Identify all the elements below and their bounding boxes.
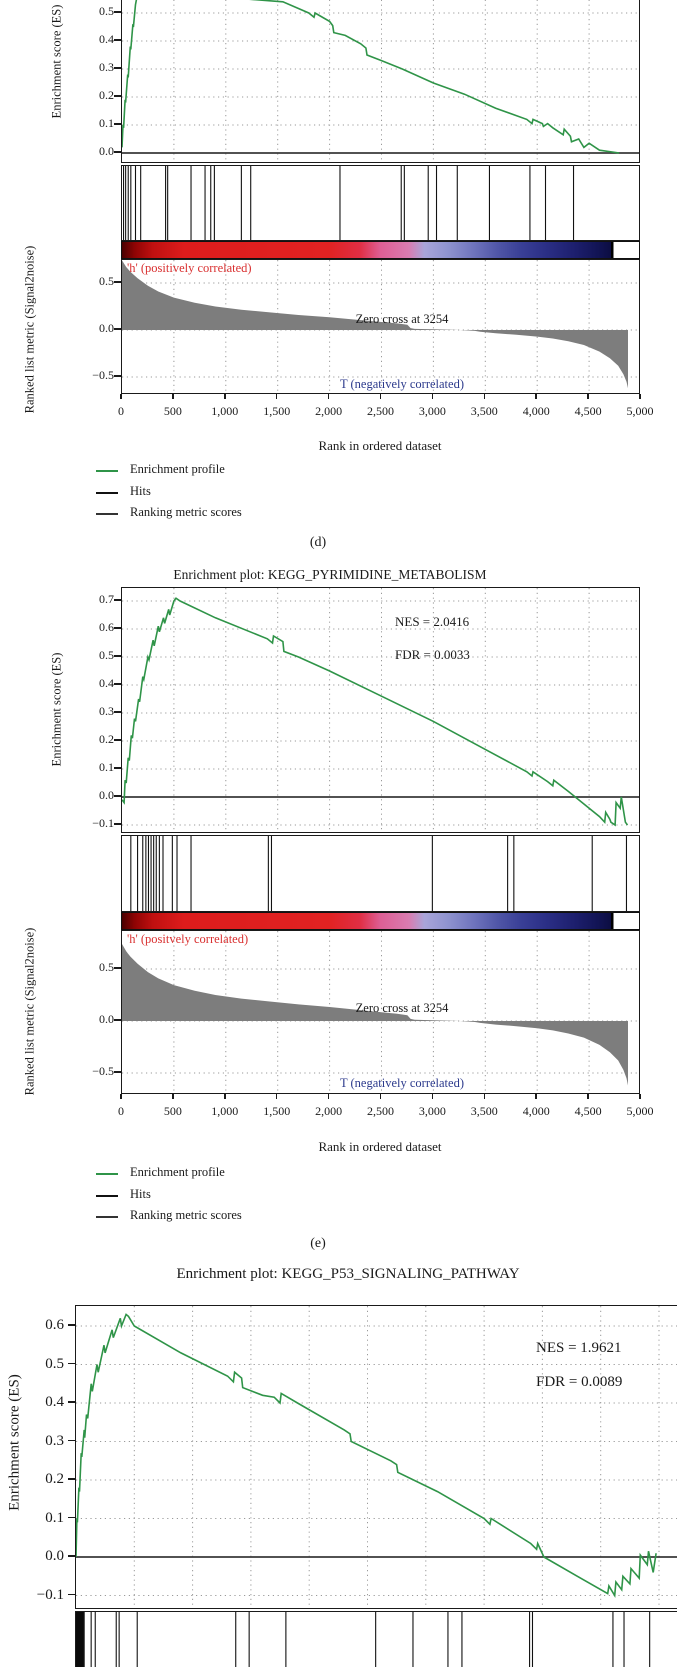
es-tick-label: 0.3	[45, 1432, 64, 1449]
es-tick-label: 0.5	[45, 1355, 64, 1372]
es-tick-label: 0.2	[99, 88, 114, 102]
es-tick-label: 0.7	[99, 592, 114, 606]
axis-tick-mark	[114, 281, 121, 283]
axis-tick-mark	[68, 1478, 75, 1480]
x-tick-label: 500	[163, 404, 182, 418]
hits-panel-p53	[75, 1611, 677, 1667]
rank-colorbar-d	[121, 241, 640, 259]
x-tick-label: 5,000	[626, 1104, 654, 1118]
es-tick-label: 0.0	[99, 788, 114, 802]
axis-tick-mark	[114, 67, 121, 69]
legend-line-hits	[96, 1195, 118, 1197]
zero-cross-label-e: Zero cross at 3254	[355, 1001, 449, 1015]
axis-tick-mark	[172, 1094, 174, 1099]
axis-tick-mark	[535, 394, 537, 399]
axis-tick-mark	[484, 1094, 486, 1099]
axis-tick-mark	[114, 95, 121, 97]
x-tick-label: 4,500	[574, 404, 602, 418]
hits-panel-e	[121, 835, 640, 912]
hits-panel-d	[121, 165, 640, 241]
es-tick-label: 0.3	[99, 60, 114, 74]
negatively-correlated-label-d: T (negatively correlated)	[339, 377, 464, 391]
axis-tick-mark	[68, 1594, 75, 1596]
x-tick-label: 0	[118, 1104, 124, 1118]
nes-value-e: NES = 2.0416	[395, 614, 470, 629]
axis-tick-mark	[114, 767, 121, 769]
axis-tick-mark	[114, 123, 121, 125]
y-axis-label-es-e: Enrichment score (ES)	[49, 652, 64, 767]
rank-tick-label: −0.5	[92, 368, 114, 382]
es-tick-label: 0.6	[45, 1317, 64, 1333]
es-tick-label: 0.4	[99, 32, 114, 46]
axis-tick-mark	[68, 1517, 75, 1519]
panel-letter-d: (d)	[309, 535, 327, 550]
x-axis-label-e: Rank in ordered dataset	[318, 1139, 442, 1154]
axis-tick-mark	[328, 394, 330, 399]
es-tick-label: 0.4	[99, 676, 114, 690]
legend-label-enrichment-profile: Enrichment profile	[130, 462, 225, 476]
axis-tick-mark	[639, 1094, 641, 1099]
x-tick-label: 2,500	[367, 1104, 394, 1118]
es-curve-panel-e	[121, 587, 640, 833]
plot-title-e: Enrichment plot: KEGG_PYRIMIDINE_METABOLISM	[173, 567, 487, 582]
x-tick-label: 1,000	[211, 1104, 239, 1118]
x-tick-label: 3,000	[418, 1104, 446, 1118]
axis-tick-mark	[114, 823, 121, 825]
positively-correlated-label-d: 'h' (positively correlated)	[127, 261, 252, 275]
x-tick-label: 3,500	[470, 1104, 498, 1118]
x-tick-label: 1,500	[263, 404, 291, 418]
x-axis-label-d: Rank in ordered dataset	[318, 438, 442, 453]
axis-tick-mark	[120, 394, 122, 399]
axis-tick-mark	[484, 394, 486, 399]
axis-tick-mark	[380, 394, 382, 399]
axis-tick-mark	[276, 394, 278, 399]
rank-tick-label: 0.5	[99, 960, 114, 974]
x-tick-label: 0	[118, 404, 124, 418]
rank-tick-label: 0.0	[99, 321, 114, 335]
axis-tick-mark	[68, 1555, 75, 1557]
axis-tick-mark	[114, 1019, 121, 1021]
axis-tick-mark	[432, 1094, 434, 1099]
es-curve-panel-d	[121, 0, 640, 163]
x-tick-label: 4,000	[522, 404, 550, 418]
legend-label-ranking-metric: Ranking metric scores	[130, 505, 242, 519]
fdr-value-p53: FDR = 0.0089	[536, 1374, 623, 1390]
axis-tick-mark	[114, 1071, 121, 1073]
axis-tick-mark	[639, 394, 641, 399]
es-tick-label: 0.5	[99, 648, 114, 662]
rank-tick-label: 0.0	[99, 1012, 114, 1026]
axis-tick-mark	[120, 1094, 122, 1099]
rank-tick-label: −0.5	[92, 1064, 114, 1078]
axis-tick-mark	[535, 1094, 537, 1099]
rank-colorbar-e	[121, 912, 640, 930]
x-tick-label: 4,000	[522, 1104, 550, 1118]
es-tick-label: 0.1	[99, 116, 114, 130]
axis-tick-mark	[114, 711, 121, 713]
fdr-value-e: FDR = 0.0033	[395, 647, 470, 662]
axis-tick-mark	[328, 1094, 330, 1099]
hits-f-svg	[76, 1612, 677, 1667]
legend-line-hits	[96, 492, 118, 494]
legend-label-enrichment-profile: Enrichment profile	[130, 1165, 225, 1179]
x-tick-label: 500	[163, 1104, 182, 1118]
axis-tick-mark	[432, 394, 434, 399]
axis-tick-mark	[114, 739, 121, 741]
axis-tick-mark	[114, 328, 121, 330]
axis-tick-mark	[587, 1094, 589, 1099]
x-tick-label: 5,000	[626, 404, 654, 418]
axis-tick-mark	[114, 599, 121, 601]
nes-value-p53: NES = 1.9621	[536, 1340, 622, 1356]
axis-tick-mark	[114, 39, 121, 41]
es-tick-label: 0.0	[99, 144, 114, 158]
x-tick-label: 4,500	[574, 1104, 602, 1118]
es-tick-label: 0.1	[99, 760, 114, 774]
negatively-correlated-label-e: T (negatively correlated)	[339, 1076, 464, 1090]
rank-tick-label: 0.5	[99, 274, 114, 288]
es-tick-label: 0.5	[99, 4, 114, 18]
x-tick-label: 1,000	[211, 404, 239, 418]
es-tick-label: 0.2	[45, 1471, 64, 1487]
es-d-svg	[122, 0, 639, 162]
y-axis-label-rank-d: Ranked list metric (Signal2noise)	[22, 245, 37, 414]
zero-cross-label-d: Zero cross at 3254	[355, 312, 449, 326]
es-tick-label: 0.6	[99, 620, 114, 634]
axis-tick-mark	[68, 1363, 75, 1365]
axis-tick-mark	[114, 655, 121, 657]
es-tick-label: 0.2	[99, 732, 114, 746]
axis-tick-mark	[224, 394, 226, 399]
axis-tick-mark	[114, 627, 121, 629]
y-axis-label-es-d: Enrichment score (ES)	[49, 4, 64, 119]
axis-tick-mark	[68, 1324, 75, 1326]
axis-tick-mark	[68, 1401, 75, 1403]
legend-label-hits: Hits	[130, 1187, 151, 1201]
positively-correlated-label-e: 'h' (positvely correlated)	[127, 932, 249, 946]
legend-line-ranking-metric	[96, 1216, 118, 1218]
axis-tick-mark	[114, 967, 121, 969]
es-tick-label: 0.3	[99, 704, 114, 718]
legend-line-ranking-metric	[96, 513, 118, 515]
legend-line-enrichment-profile	[96, 470, 118, 472]
axis-tick-mark	[68, 1440, 75, 1442]
es-tick-label: −0.1	[36, 1586, 64, 1603]
legend-label-hits: Hits	[130, 484, 151, 498]
plot-title-p53: Enrichment plot: KEGG_P53_SIGNALING_PATHWAY	[176, 1266, 520, 1282]
es-tick-label: −0.1	[92, 816, 114, 830]
axis-tick-mark	[587, 394, 589, 399]
legend-label-ranking-metric: Ranking metric scores	[130, 1208, 242, 1222]
axis-tick-mark	[276, 1094, 278, 1099]
panel-letter-e: (e)	[310, 1236, 326, 1251]
axis-tick-mark	[114, 683, 121, 685]
es-e-svg	[122, 588, 639, 832]
hits-e-svg	[122, 836, 639, 911]
y-axis-label-rank-e: Ranked list metric (Signal2noise)	[22, 927, 37, 1096]
axis-tick-mark	[114, 151, 121, 153]
x-tick-label: 3,500	[470, 404, 498, 418]
legend-line-enrichment-profile	[96, 1173, 118, 1175]
es-tick-label: 0.0	[45, 1548, 64, 1564]
x-tick-label: 3,000	[418, 404, 446, 418]
axis-tick-mark	[114, 795, 121, 797]
es-tick-label: 0.4	[45, 1394, 64, 1410]
axis-tick-mark	[114, 375, 121, 377]
x-tick-label: 2,000	[315, 1104, 343, 1118]
x-tick-label: 2,500	[367, 404, 394, 418]
hits-d-svg	[122, 166, 639, 240]
es-tick-label: 0.1	[45, 1509, 64, 1526]
axis-tick-mark	[172, 394, 174, 399]
x-tick-label: 1,500	[263, 1104, 291, 1118]
axis-tick-mark	[224, 1094, 226, 1099]
x-tick-label: 2,000	[315, 404, 343, 418]
y-axis-label-es-p53: Enrichment score (ES)	[6, 1374, 23, 1511]
axis-tick-mark	[380, 1094, 382, 1099]
axis-tick-mark	[114, 11, 121, 13]
